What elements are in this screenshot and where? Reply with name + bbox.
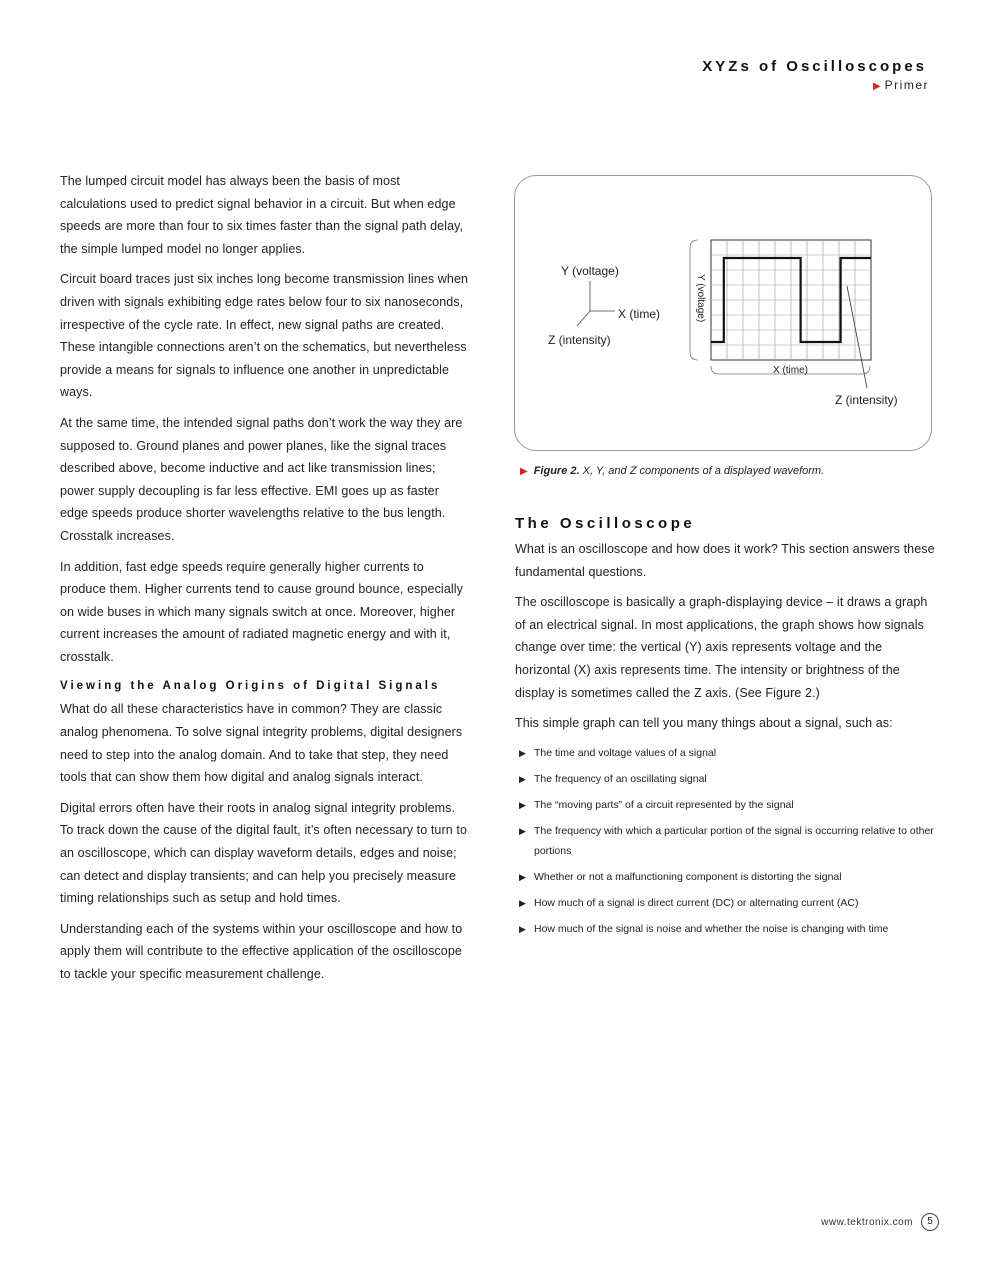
list-item-text: Whether or not a malfunctioning component is distorting the signal <box>534 870 842 883</box>
bullet-list <box>515 743 935 939</box>
list-item <box>515 821 935 861</box>
list-item <box>515 893 935 913</box>
screen-label-y: Y (voltage) <box>695 274 706 323</box>
figure-caption-text: X, Y, and Z components of a displayed waveform. <box>582 465 825 477</box>
figure-frame <box>514 175 932 451</box>
list-item <box>515 769 935 789</box>
triangle-bullet-icon: ▶ <box>519 825 526 836</box>
triangle-bullet-icon: ▶ <box>519 747 526 758</box>
list-item-text: How much of a signal is direct current (DC) or alternating current (AC) <box>534 896 859 909</box>
running-header-title: XYZs of Oscilloscopes <box>702 58 927 75</box>
xyz-diagram <box>515 176 933 452</box>
list-item-text: The frequency of an oscillating signal <box>534 772 707 785</box>
paragraph: The lumped circuit model has always been the basis of most calculations used to predict signal behavior in a circuit. But when edge speeds are more than four to six times faster than the signal path delay, the simple lumped model no longer applies. <box>60 174 464 256</box>
list-item <box>515 743 935 763</box>
left-column <box>60 170 470 994</box>
triangle-bullet-icon: ▶ <box>519 897 526 908</box>
triangle-bullet-icon: ▶ <box>519 773 526 784</box>
paragraph: At the same time, the intended signal paths don’t work the way they are supposed to. Ground planes and power planes, like the signal traces described above, become inductive and act like transmission lines; power supply decoupling is far less effective. EMI goes up as faster edge speeds produce shorter wavelengths relative to the bus length. Crosstalk increases. <box>60 415 463 543</box>
screen-label-z: Z (intensity) <box>835 393 898 407</box>
footer-url: www.tektronix.com <box>821 1217 913 1228</box>
paragraph: Digital errors often have their roots in analog signal integrity problems. To track down the cause of the digital fault, it’s often necessary to turn to an oscilloscope, which can display waveform details, edges and noise; can detect and display transients; and can help you precisely measure timing relationships such as setup and hold times. <box>60 800 467 906</box>
paragraph: What do all these characteristics have in common? They are classic analog phenomena. To solve signal integrity problems, digital designers need to step into the analog domain. And to take that step, they need tools that can show them how digital and analog signals interact. <box>60 702 463 785</box>
z-axis-line <box>577 311 590 326</box>
scope-screen <box>711 240 871 360</box>
list-item-text: The “moving parts” of a circuit represented by the signal <box>534 798 794 811</box>
list-item-text: How much of the signal is noise and whether the noise is changing with time <box>534 922 889 935</box>
running-header-subtitle-text: Primer <box>884 78 929 92</box>
paragraph: The oscilloscope is basically a graph-displaying device – it draws a graph of an electrical signal. In most applications, the graph shows how signals change over time: the vertical (Y) axis represents voltage and the horizontal (X) axis represents time. The intensity or brightness of the display is sometimes called the Z axis. (See Figure 2.) <box>515 595 928 700</box>
figure-caption <box>520 465 824 477</box>
list-item-text: The frequency with which a particular portion of the signal is occurring relative to other portions <box>534 824 934 857</box>
section-heading: The Oscilloscope <box>515 515 696 532</box>
right-column <box>515 515 935 945</box>
paragraph: This simple graph can tell you many things about a signal, such as: <box>515 716 893 731</box>
list-item-text: The time and voltage values of a signal <box>534 746 717 759</box>
paragraph: Circuit board traces just six inches long become transmission lines when driven with signals exhibiting edge rates below four to six nanoseconds, irrespective of the cycle rate. In effect, new signal paths are created. These intangible connections aren’t on the schematics, but nevertheless provide a means for signals to influence one another in unpredictable ways. <box>60 272 469 400</box>
paragraph: Understanding each of the systems within your oscilloscope and how to apply them will contribute to the effective application of the oscilloscope to tackle your specific measurement challenge. <box>60 921 463 981</box>
axis-label-x: X (time) <box>618 307 660 321</box>
section-heading: Viewing the Analog Origins of Digital Signals <box>60 680 441 693</box>
red-triangle-icon: ▶ <box>520 466 528 477</box>
list-item <box>515 867 935 887</box>
screen-label-x: X (time) <box>773 365 808 376</box>
running-header-subtitle <box>873 78 929 92</box>
red-triangle-icon: ▶ <box>872 81 881 92</box>
page-number: 5 <box>921 1213 939 1231</box>
triangle-bullet-icon: ▶ <box>519 923 526 934</box>
list-item <box>515 795 935 815</box>
figure-label: Figure 2. <box>533 465 580 477</box>
triangle-bullet-icon: ▶ <box>519 871 526 882</box>
list-item <box>515 919 935 939</box>
paragraph: In addition, fast edge speeds require generally higher currents to produce them. Higher currents tend to cause ground bounce, especially on wide buses in which many signals switch at once. Moreover, higher current increases the amount of radiated magnetic energy and with it, crosstalk. <box>60 559 463 664</box>
triangle-bullet-icon: ▶ <box>519 799 526 810</box>
axis-label-z: Z (intensity) <box>548 333 611 347</box>
paragraph: What is an oscilloscope and how does it work? This section answers these fundamental questions. <box>515 542 935 579</box>
axis-label-y: Y (voltage) <box>561 264 619 278</box>
